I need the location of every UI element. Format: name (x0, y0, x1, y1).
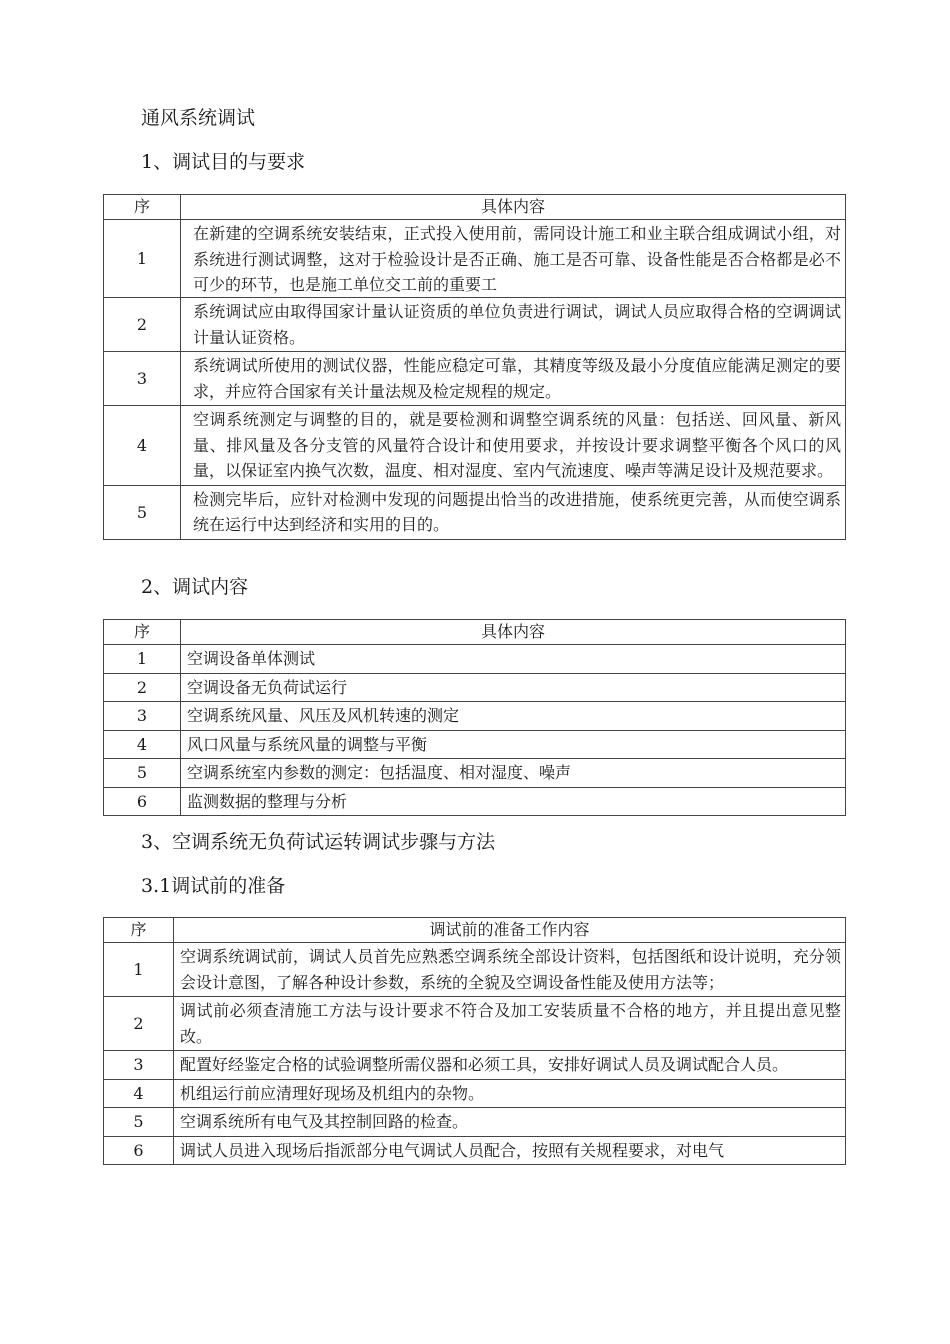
row-number: 4 (104, 406, 181, 486)
column-header-content: 具体内容 (181, 195, 846, 220)
row-content: 配置好经鉴定合格的试验调整所需仪器和必须工具，安排好调试人员及调试配合人员。 (174, 1051, 846, 1080)
row-number: 4 (104, 1079, 174, 1108)
row-content: 风口风量与系统风量的调整与平衡 (181, 730, 846, 759)
table-row (104, 787, 846, 816)
row-content: 系统调试应由取得国家计量认证资质的单位负责进行调试，调试人员应取得合格的空调调试计量认证资格。 (181, 298, 846, 352)
row-number: 5 (104, 1108, 174, 1137)
row-content-text: 调试人员进入现场后指派部分电气调试人员配合，按照有关规程要求，对电气 (180, 1140, 725, 1160)
subsection-heading: 3.1调试前的准备 (141, 875, 286, 897)
table-row (104, 1079, 846, 1108)
column-header-number: 序 (104, 620, 181, 645)
row-number: 2 (104, 997, 174, 1051)
row-content: 机组运行前应清理好现场及机组内的杂物。 (174, 1079, 846, 1108)
table-header-row (104, 195, 846, 220)
row-number: 6 (104, 1136, 174, 1164)
table-row (104, 673, 846, 702)
row-content: 检测完毕后，应针对检测中发现的问题提出恰当的改进措施，使系统更完善，从而使空调系统在运行中达到经济和实用的目的。 (181, 485, 846, 539)
table-row (104, 943, 846, 997)
row-number: 2 (104, 673, 181, 702)
content-table (103, 619, 846, 816)
table-row (104, 997, 846, 1051)
table-header-row (104, 620, 846, 645)
column-header-content: 具体内容 (181, 620, 846, 645)
section2-heading: 2、调试内容 (141, 576, 249, 598)
row-number: 4 (104, 730, 181, 759)
table-row (104, 730, 846, 759)
row-content: 系统调试所使用的测试仪器，性能应稳定可靠，其精度等级及最小分度值应能满足测定的要求，并应符合国家有关计量法规及检定规程的规定。 (181, 352, 846, 406)
row-number: 3 (104, 702, 181, 731)
column-header-content: 调试前的准备工作内容 (174, 918, 846, 943)
row-content: 空调系统调试前，调试人员首先应熟悉空调系统全部设计资料，包括图纸和设计说明，充分领会设计意图，了解各种设计参数，系统的全貌及空调设备性能及使用方法等； (174, 943, 846, 997)
table-header-row (104, 918, 846, 943)
table-row (104, 220, 846, 298)
row-content: 空调系统所有电气及其控制回路的检查。 (174, 1108, 846, 1137)
section1-heading: 1、调试目的与要求 (141, 151, 306, 173)
row-number: 3 (104, 352, 181, 406)
section3-heading: 3、空调系统无负荷试运转调试步骤与方法 (141, 831, 496, 853)
row-content (181, 220, 846, 298)
column-header-number: 序 (104, 918, 174, 943)
row-number: 1 (104, 645, 181, 674)
row-content-text: 在新建的空调系统安装结束，正式投入使用前，需同设计施工和业主联合组成调试小组，对系统进行测试调整，这对于检验设计是否正确、施工是否可靠、设备性能是否合格都是必不可少的环节，也是施工单位交工前的重要工 (193, 224, 841, 294)
row-number: 6 (104, 787, 181, 816)
document-title: 通风系统调试 (141, 107, 256, 129)
row-number: 1 (104, 220, 181, 298)
row-content: 空调设备单体测试 (181, 645, 846, 674)
row-number: 5 (104, 485, 181, 539)
table-row (104, 406, 846, 486)
row-number: 2 (104, 298, 181, 352)
purpose-table (103, 194, 846, 540)
table-row (104, 759, 846, 788)
column-header-number: 序 (104, 195, 181, 220)
table-row (104, 645, 846, 674)
table-row (104, 1108, 846, 1137)
row-content: 空调系统室内参数的测定：包括温度、相对湿度、噪声 (181, 759, 846, 788)
table-row (104, 702, 846, 731)
table-row (104, 352, 846, 406)
row-number: 3 (104, 1051, 174, 1080)
table-row (104, 1136, 846, 1164)
row-content: 调试前必须查清施工方法与设计要求不符合及加工安装质量不合格的地方，并且提出意见整改。 (174, 997, 846, 1051)
row-content: 空调系统测定与调整的目的，就是要检测和调整空调系统的风量：包括送、回风量、新风量、排风量及各分支管的风量符合设计和使用要求，并按设计要求调整平衡各个风口的风量，以保证室内换气次数，温度、相对湿度、室内气流速度、噪声等满足设计及规范要求。 (181, 406, 846, 486)
row-number: 5 (104, 759, 181, 788)
row-number: 1 (104, 943, 174, 997)
table-row (104, 1051, 846, 1080)
row-content (174, 1136, 846, 1164)
table-row (104, 298, 846, 352)
row-content: 空调系统风量、风压及风机转速的测定 (181, 702, 846, 731)
preparation-table (103, 917, 846, 1165)
row-content: 监测数据的整理与分析 (181, 787, 846, 816)
row-content: 空调设备无负荷试运行 (181, 673, 846, 702)
table-row (104, 485, 846, 539)
